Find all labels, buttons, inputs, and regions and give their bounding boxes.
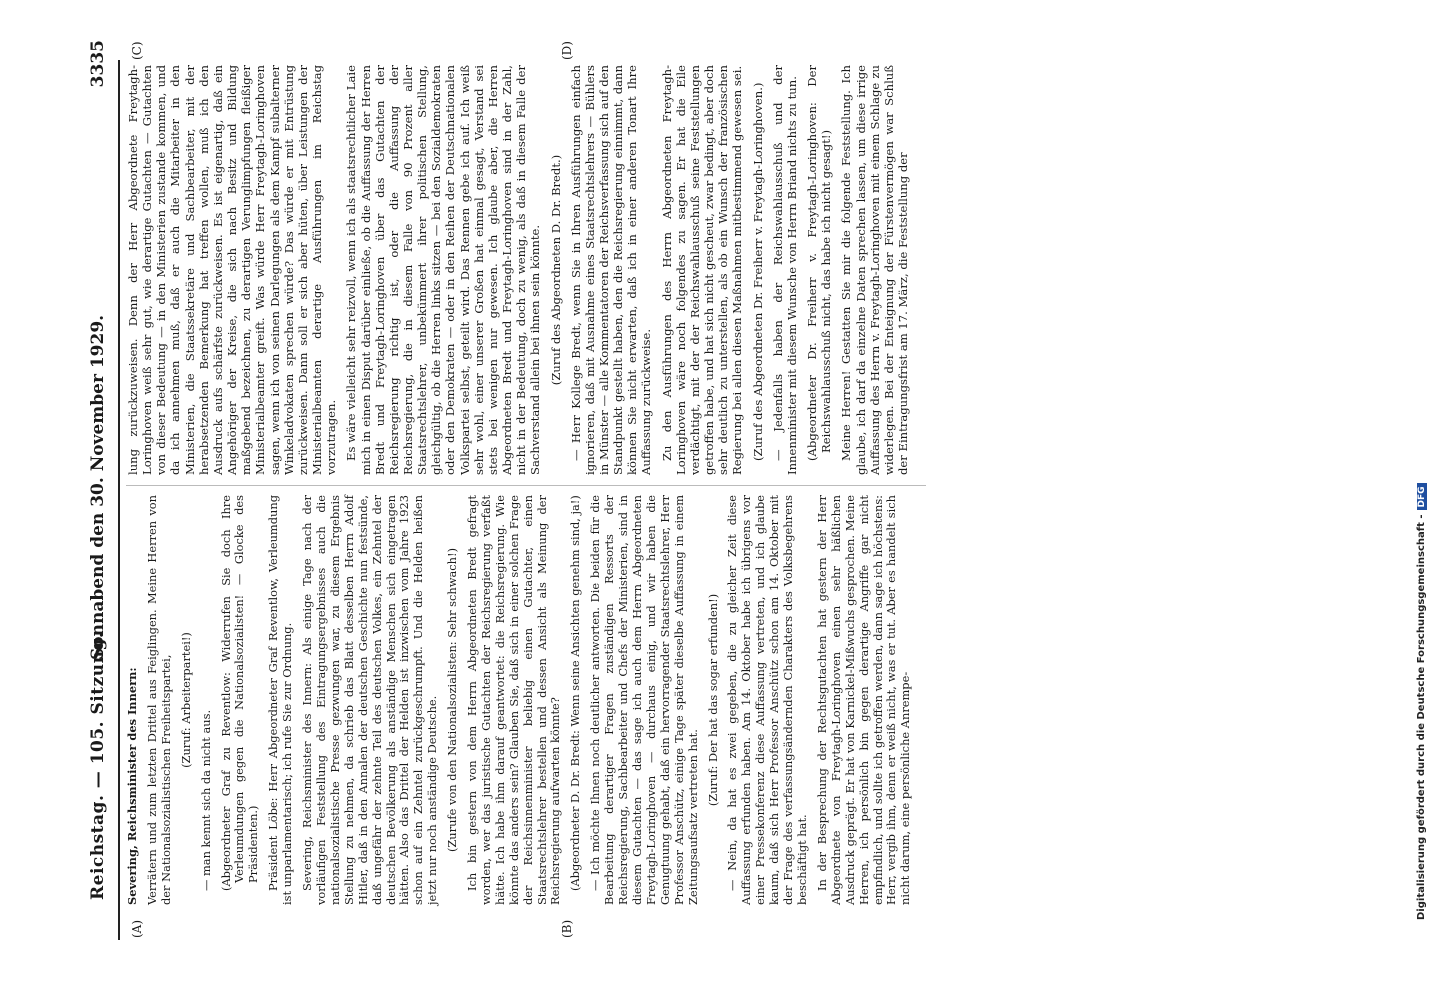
margin-marker-d: (D) [560,41,574,60]
margin-marker-a: (A) [130,919,144,938]
paragraph: Es wäre vielleicht sehr reizvoll, wenn ich als staatsrechtlicher Laie mich in einen Disput darüber einließe, ob die Auffassung der Herren Bredt und Freytagh-Loringhoven über das Gutachten der Reichsregierung richtig ist, oder die Auffassung der Reichsregierung, die in diesem Falle von 90 Prozent aller Staatsrechtslehrer, unbekümmert ihrer politischen Stellung, gleichgültig, ob die Herren links sitzen — bei den Sozialdemokraten oder den Demokraten — oder in den Reihen der Deutschnationalen Volkspartei selbst, geteilt wird. Das Rennen gebe ich auf. Ich weiß sehr wohl, einer unserer Großen hat einmal gesagt, Verstand sei stets bei wenigen nur gewesen. Ich glaube aber, die Herren Abgeordneten Bredt und Freytagh-Loringhoven sind in der Zahl, nicht in der Bedeutung, doch zu wenig, als daß in diesem Falle der Sachverstand allein bei ihnen sein könnte. [344,65,543,475]
paragraph: — Ich möchte Ihnen noch deutlicher antworten. Die beiden für die Bearbeitung derartiger Fragen zuständigen Ressorts der Reichsregierung, Sachbearbeiter und Chefs der Ministerien, sind in diesem Gutachten — das sage ich auch dem Herrn Abgeordneten Freytagh-Loringhoven — durchaus einig, und wir haben die Genugtuung gehabt, daß ein hervorragender Staatsrechtslehrer, Herr Professor Anschütz, einige Tage später dieselbe Auffassung in einem Zeitungsaufsatz vertreten hat. [588,495,700,905]
margin-marker-b: (B) [560,919,574,938]
paragraph: (Abgeordneter Dr. Freiherr v. Freytagh-Loringhoven: Der Reichswahlausschuß nicht, das habe ich nicht gesagt!) [805,65,834,461]
paragraph: — man kennt sich da nicht aus. [198,709,213,891]
margin-marker-c: (C) [130,41,144,60]
paragraph: In der Besprechung der Rechtsgutachten hat gestern der Herr Abgeordnete von Freytagh-Loringhoven einen sehr häßlichen Ausdruck geprägt. Er hat von Karnickel-Mißwuchs gesprochen. Meine Herren, ich persönlich bin gegen derartige Angriffe gar nicht empfindlich, und sollte ich getroffen werden, dann sage ich höchstens: Herr, vergib ihm, denn er weiß nicht, was er tut. Aber es handelt sich nicht darum, eine persönliche Anrempe- [814,495,913,905]
paragraph: — Jedenfalls haben der Reichswahlausschuß und der Innenminister mit diesem Wunsche von Herrn Briand nichts zu tun. [770,65,799,475]
paragraph: (Zuruf des Abgeordneten Dr. Freiherr v. Freytagh-Loringhoven.) [750,82,765,461]
paragraph: (Zuruf: Der hat das sogar erfunden!) [705,593,720,807]
page-number: 3335 [88,40,108,88]
text-column-left [126,495,919,905]
dfg-sidenote [1398,40,1428,940]
paragraph: (Zuruf des Abgeordneten D. Dr. Bredt.) [548,154,563,386]
paragraph: lung zurückzuweisen. Denn der Herr Abgeordnete Freytagh-Loringhoven weiß sehr gut, wie derartige Gutachten — Gutachten von dieser Bedeutung — in den Ministerien zustande kommen, und da ich annehmen muß, daß er auch die Mitarbeiter in den Ministerien, die Staatssekretäre und Sachbearbeiter, mit der herabsetzenden Bemerkung hat treffen wollen, muß ich den Ausdruck aufs schärfste zurückweisen. Es ist eigenartig, daß ein Angehöriger der Kreise, die sich nach Besitz und Bildung maßgebend bezeichnen, zu derartigen Verunglimpfungen fleißiger Ministerialbeamter greift. Was würde Herr Freytagh-Loringhoven sagen, wenn ich von seinen Darlegungen als dem Kampf subalterner Winkeladvokaten sprechen würde? Das würde er mit Entrüstung zurückweisen. Dann soll er sich aber hüten, über Leistungen der Ministerialbeamten derartige Ausführungen im Reichstag vorzutragen. [126,65,339,475]
text-column-right [126,65,916,475]
paragraph: Severing, Reichsminister des Innern: [125,667,139,905]
paragraph: (Abgeordneter D. Dr. Bredt: Wenn seine Ansichten genehm sind, ja!) [568,495,583,891]
header-rule [118,60,120,940]
paragraph: Verrätern und zum letzten Drittel aus Feiglingen. Meine Herren von der Nationalsozialistischen Freiheitspartei, [144,495,173,905]
dfg-logo: DFG [1417,483,1427,510]
paragraph: Severing, Reichsminister des Innern: Als einige Tage nach der vorläufigen Feststellung des Eintragungsergebnisses auch die nationalsozialistische Presse gezwungen war, zu diesem Ergebnis Stellung zu nehmen, da schrieb das Blatt desselben Herrn Adolf Hitler, daß in den Annalen der deutschen Geschichte nun festsünde, daß ungefähr der zehnte Teil des deutschen Volkes, ein Zehntel der deutschen Bevölkerung als anständige Menschen sich eingetragen hätten. Also das Drittel der Helden ist inzwischen vom Jahre 1923 schon auf ein Zehntel zurückgeschrumpft. Und die Helden heißen jetzt nur noch anständige Deutsche. [300,495,440,905]
page-header [80,30,120,960]
paragraph: Zu den Ausführungen des Herrn Abgeordneten Freytagh-Loringhoven wäre noch folgendes zu sagen. Er hat die Eile verdächtigt, mit der der Reichswahlausschuß seine Feststellungen getroffen habe, und hat sich nicht gescheut, zwar bedingt, aber doch sehr deutlich zu unterstellen, als ob ein Wunsch der französischen Regierung bei allen diesen Maßnahmen mitbestimmend gewesen sei. [659,65,745,475]
dfg-sidenote-text: Digitalisierung gefördert durch die Deutsche Forschungsgemeinschaft - [1416,514,1427,920]
header-session: Reichstag. — 105. Sitzung. [88,631,108,900]
paragraph: Meine Herren! Gestatten Sie mir die folgende Feststellung. Ich glaube, ich darf da einzelne Daten sprechen lassen, um diese irrige Auffassung des Herrn v. Freytagh-Loringhoven mit einem Schlage zu widerlegen. Bei der Enteignung der Fürstenvermögen war Schluß der Eintragungsfrist am 17. März, die Feststellung der [839,65,910,475]
paragraph: — Nein, da hat es zwei gegeben, die zu gleicher Zeit diese Auffassung erfunden haben. Am 14. Oktober habe ich übrigens vor einer Pressekonferenz diese Auffassung vertreten, und ich glaube kaum, daß sich Herr Professor Anschütz schon am 14. Oktober mit der Frage des verfassungsändernden Charakters des Volksbegehrens beschäftigt hat. [725,495,809,905]
paragraph: (Zurufe von den Nationalsozialisten: Sehr schwach!) [445,547,460,853]
paragraph: Ich bin gestern von dem Herrn Abgeordneten Bredt gefragt worden, wer das juristische Gutachten der Reichsregierung verfaßt hätte. Ich habe ihm darauf geantwortet: die Reichsregierung. Wie könnte das anders sein? Glauben Sie, daß sich in einer solchen Frage der Reichsinnenminister beliebig einen Gutachter, einen Staatsrechtslehrer bestellen und dessen Ansicht als Meinung der Reichsregierung aufwarten könnte? [465,495,563,905]
paragraph: — Herr Kollege Bredt, wenn Sie in Ihren Ausführungen einfach ignorieren, daß mit Ausnahme eines Staatsrechtslehrers — Bühlers in Münster — alle Kommentatoren der Reichsverfassung sich auf den Standpunkt gestellt haben, den die Reichsregierung einnimmt, dann können Sie nicht erwarten, daß ich in einer anderen Tonart Ihre Auffassung zurückweise. [568,65,654,475]
paragraph: (Abgeordneter Graf zu Reventlow: Widerrufen Sie doch Ihre Verleumdungen gegen die Nationalsozialisten! — Glocke des Präsidenten.) [218,495,261,891]
column-divider [126,485,926,486]
header-date: Sonnabend den 30. November 1929. [88,314,108,660]
paragraph: (Zuruf: Arbeiterpartei!) [178,632,193,768]
paragraph: Präsident Löbe: Herr Abgeordneter Graf Reventlow, Verleumdung ist unparlamentarisch; ich rufe Sie zur Ordnung. [266,495,295,905]
